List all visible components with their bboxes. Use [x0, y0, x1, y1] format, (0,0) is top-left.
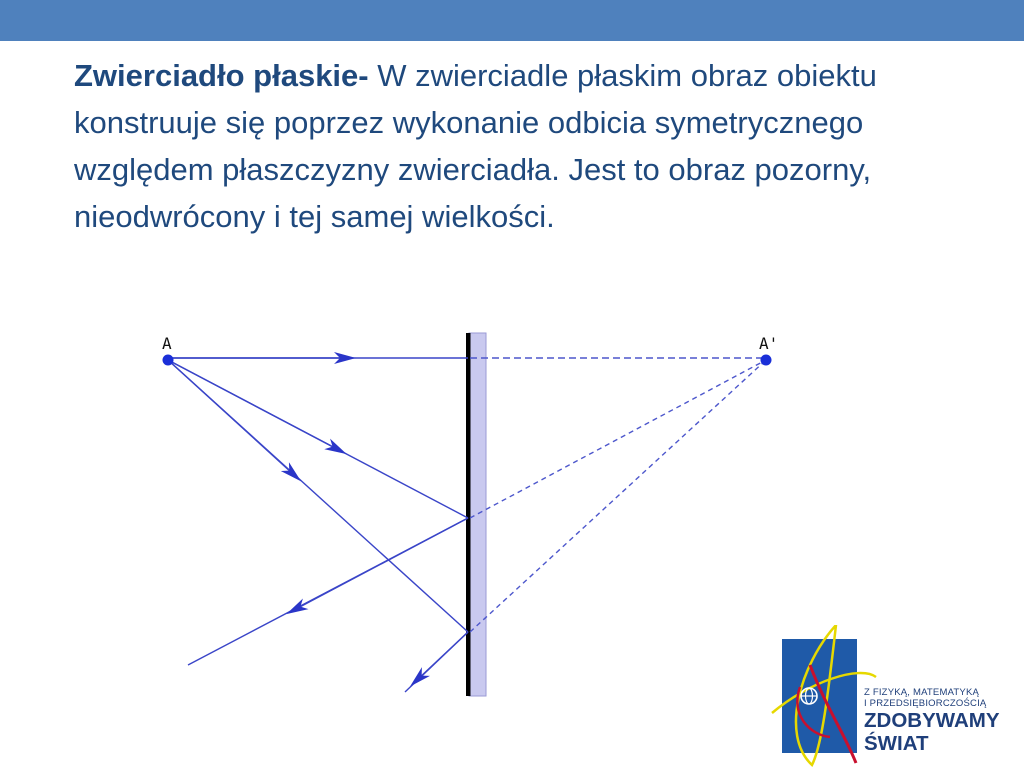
virtual-ray-2 — [470, 360, 766, 632]
ray-reflected-2-arrow — [418, 632, 468, 679]
mirror-surface — [466, 333, 471, 696]
logo-title-1: ZDOBYWAMY — [864, 709, 1000, 732]
image-point — [761, 355, 772, 366]
object-point — [163, 355, 174, 366]
logo-subtitle-1: Z FIZYKĄ, MATEMATYKĄ — [864, 687, 980, 698]
image-label: A' — [759, 334, 779, 353]
ray-reflected-1-arrow — [296, 518, 468, 609]
slide-body: W zwierciadle płaskim obraz obiektu konstruuje się poprzez wykonanie odbicia symetrycznego względem płaszczyzny zwierciadła. Jest to obraz pozorny, nieodwrócony i tej samej wielkości. — [74, 58, 877, 234]
logo-text — [864, 688, 1000, 755]
virtual-ray-1 — [470, 360, 766, 518]
mirror-glass — [469, 333, 486, 696]
object-label: A — [162, 334, 172, 353]
logo-title-2: ŚWIAT — [864, 732, 929, 755]
slide-heading: Zwierciadło płaskie- — [74, 58, 369, 93]
ray-incident-2-arrow — [168, 360, 293, 474]
ray-incident-1-arrow — [168, 360, 337, 449]
logo-subtitle-2: I PRZEDSIĘBIORCZOŚCIĄ — [864, 697, 987, 709]
